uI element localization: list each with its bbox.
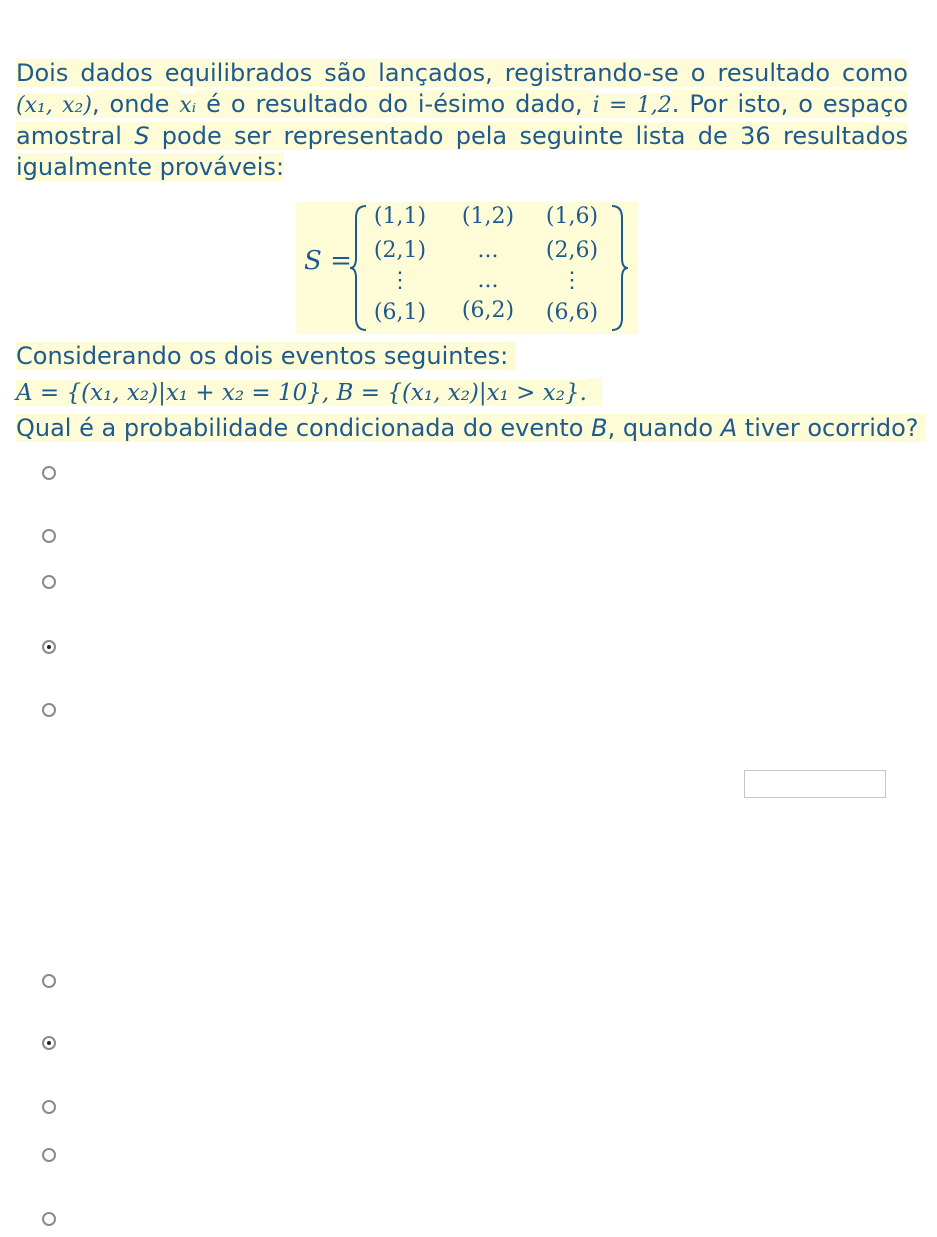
set-cell: (6,2) [461, 298, 515, 323]
xi-notation: xᵢ [179, 93, 197, 118]
considering-line [16, 342, 516, 370]
prompt-text-1: Qual é a probabilidade condicionada do evento [16, 414, 592, 442]
pair-notation: (x₁, x₂) [16, 93, 92, 118]
set-matrix [366, 204, 610, 332]
option-radio-8[interactable] [42, 1100, 56, 1114]
answer-input[interactable] [744, 770, 886, 798]
set-label: S = [304, 246, 352, 276]
option-radio-4[interactable] [42, 640, 56, 654]
prompt-event-a: A [720, 414, 738, 442]
set-cell: (1,2) [461, 204, 515, 229]
prompt-text-2: , quando [607, 414, 721, 442]
set-cell: (6,1) [373, 300, 427, 325]
question-intro-4: . Por isto, o espaço amostral [16, 90, 909, 150]
option-radio-5[interactable] [42, 703, 56, 717]
option-radio-3[interactable] [42, 575, 56, 589]
question-intro-3: é o resultado do i-ésimo dado, [196, 90, 593, 118]
considering-text: Considerando os dois eventos seguintes: [16, 342, 509, 370]
set-cell: (2,1) [373, 238, 427, 263]
prompt-event-b: B [591, 414, 608, 442]
set-cell: (2,6) [545, 238, 599, 263]
set-cell: (1,1) [373, 204, 427, 229]
option-radio-6[interactable] [42, 974, 56, 988]
set-cell: ⋮ [389, 268, 411, 293]
option-radio-7[interactable] [42, 1036, 56, 1050]
option-radio-1[interactable] [42, 466, 56, 480]
option-radio-10[interactable] [42, 1212, 56, 1226]
set-cell: ⋮ [561, 268, 583, 293]
set-cell: (6,6) [545, 300, 599, 325]
set-cell: ... [477, 238, 499, 263]
question-intro-2: , onde [91, 90, 180, 118]
set-cell: (1,6) [545, 204, 599, 229]
option-radio-9[interactable] [42, 1148, 56, 1162]
option-radio-2[interactable] [42, 529, 56, 543]
events-line [16, 378, 602, 406]
set-cell: ... [477, 268, 499, 293]
sample-space-set [296, 202, 638, 334]
question-prompt [16, 414, 926, 442]
sample-space-symbol: S [134, 122, 150, 150]
prompt-text-3: tiver ocorrido? [737, 414, 919, 442]
question-intro-5: pode ser representado pela seguinte lista de 36 resultados igualmente prováveis: [16, 122, 909, 181]
question-text [16, 58, 908, 183]
events-definition: A = {(x₁, x₂)|x₁ + x₂ = 10}, B = {(x₁, x₂)|x₁ > x₂}. [16, 380, 587, 406]
right-brace [610, 202, 630, 334]
i-values: i = 1,2 [592, 93, 672, 118]
question-intro-1: Dois dados equilibrados são lançados, registrando-se o resultado como [16, 59, 908, 87]
